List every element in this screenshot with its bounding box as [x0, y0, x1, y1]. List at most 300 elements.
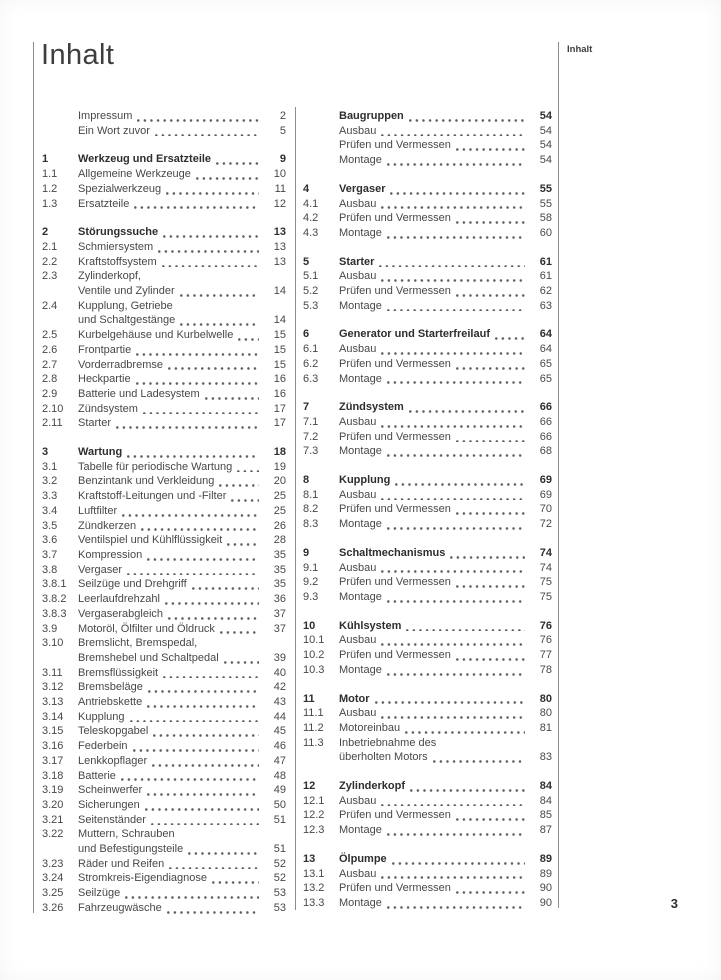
toc-entry-title — [339, 663, 528, 678]
toc-entry-title — [78, 387, 262, 402]
toc-entry-line — [339, 692, 528, 707]
toc-entry-text: Bremsbeläge — [78, 681, 143, 694]
dot-leader — [381, 570, 525, 573]
toc-entry-line — [78, 284, 262, 299]
toc-entry-line — [78, 240, 262, 255]
toc-entry-text: Allgemeine Werkzeuge — [78, 168, 191, 181]
dot-leader — [387, 600, 525, 603]
dot-leader — [231, 499, 259, 502]
toc-entry-title — [339, 197, 528, 212]
toc-entry-title — [78, 197, 262, 212]
toc-entry-title — [78, 489, 262, 504]
toc-entry-text: Prüfen und Vermessen — [339, 809, 451, 822]
toc-entry-page: 81 — [539, 721, 552, 734]
toc-entry-text: überholten Motors — [339, 751, 428, 764]
dot-leader — [381, 352, 525, 355]
toc-entry — [303, 357, 552, 372]
toc-entry — [303, 182, 552, 197]
toc-entry-title — [78, 901, 262, 916]
dot-leader — [410, 789, 525, 792]
toc-entry — [303, 648, 552, 663]
toc-entry-page: 72 — [539, 518, 552, 531]
toc-entry-text: Vergaser — [339, 182, 386, 195]
toc-entry-text: Generator und Starterfreilauf — [339, 328, 490, 341]
dot-leader — [381, 643, 525, 646]
toc-entry-number: 3.17 — [42, 754, 64, 767]
toc-entry-number: 3.23 — [42, 857, 64, 870]
toc-entry — [42, 857, 286, 872]
toc-entry-text: Spezialwerkzeug — [78, 182, 162, 195]
dot-leader — [147, 793, 259, 796]
toc-entry-title — [78, 695, 262, 710]
toc-entry-page: 19 — [273, 460, 286, 473]
toc-entry-line — [339, 575, 528, 590]
dot-leader — [145, 808, 259, 811]
toc-entry — [303, 255, 552, 270]
toc-entry-number: 2.10 — [42, 402, 64, 415]
toc-entry-text: Ausbau — [339, 634, 377, 647]
toc-column-right — [303, 109, 552, 911]
toc-entry-line — [339, 896, 528, 911]
toc-entry-page: 15 — [273, 358, 286, 371]
toc-entry — [42, 269, 286, 298]
toc-entry-text: Räder und Reifen — [78, 857, 165, 870]
toc-entry-text: Montage — [339, 372, 382, 385]
toc-entry-page: 16 — [273, 373, 286, 386]
toc-entry-line — [78, 901, 262, 916]
toc-group — [303, 852, 552, 911]
toc-entry-page: 11 — [274, 182, 286, 195]
toc-entry — [303, 881, 552, 896]
toc-group — [303, 546, 552, 605]
toc-entry — [42, 255, 286, 270]
toc-entry-page: 80 — [539, 707, 552, 720]
toc-entry-number: 3.14 — [42, 710, 64, 723]
toc-entry-page: 87 — [539, 824, 552, 837]
toc-entry — [303, 561, 552, 576]
toc-entry — [42, 754, 286, 769]
toc-entry-line — [339, 823, 528, 838]
toc-entry-text: Prüfen und Vermessen — [339, 285, 451, 298]
toc-entry-text: Störungssuche — [78, 226, 159, 239]
toc-entry-title — [339, 808, 528, 823]
toc-entry — [42, 695, 286, 710]
toc-entry-page: 49 — [273, 784, 286, 797]
toc-entry-line — [78, 798, 262, 813]
toc-entry-number: 4.1 — [303, 197, 319, 210]
toc-entry-text: Ersatzteile — [78, 197, 130, 210]
dot-leader — [237, 470, 259, 473]
toc-entry — [42, 474, 286, 489]
toc-entry-number: 6 — [303, 328, 310, 341]
toc-entry-line — [78, 871, 262, 886]
toc-entry-title — [78, 416, 262, 431]
page-number: 3 — [670, 896, 678, 911]
toc-entry-number: 3.4 — [42, 504, 58, 517]
toc-entry-line — [78, 225, 262, 240]
toc-entry — [303, 430, 552, 445]
toc-entry — [42, 240, 286, 255]
toc-entry-page: 53 — [273, 901, 286, 914]
toc-entry-number: 9.3 — [303, 590, 319, 603]
toc-entry-page: 13 — [273, 226, 286, 239]
toc-entry-page: 83 — [539, 751, 552, 764]
dot-leader — [387, 454, 525, 457]
toc-entry-number: 4 — [303, 182, 310, 195]
toc-entry-number: 6.2 — [303, 357, 319, 370]
toc-entry-title — [78, 607, 262, 622]
toc-entry-number: 11.3 — [303, 736, 324, 749]
toc-entry-page: 68 — [539, 445, 552, 458]
toc-entry-title — [78, 857, 262, 872]
toc-entry-title — [78, 504, 262, 519]
toc-entry-page: 74 — [539, 546, 552, 559]
toc-entry-line — [78, 474, 262, 489]
toc-entry-title — [78, 666, 262, 681]
toc-entry — [303, 153, 552, 168]
toc-entry-page: 61 — [539, 255, 552, 268]
toc-entry-page: 65 — [539, 372, 552, 385]
toc-entry-line — [78, 754, 262, 769]
toc-entry — [303, 546, 552, 561]
toc-entry-text: Zündsystem — [339, 401, 404, 414]
dot-leader — [163, 235, 259, 238]
toc-entry — [303, 211, 552, 226]
toc-entry-number: 1.1 — [42, 168, 58, 181]
toc-entry — [42, 167, 286, 182]
dot-leader — [155, 134, 259, 137]
toc-entry-title — [78, 255, 262, 270]
dot-leader — [162, 265, 259, 268]
toc-entry-line — [339, 211, 528, 226]
toc-entry — [303, 226, 552, 241]
toc-entry-number: 3.13 — [42, 696, 64, 709]
dot-leader — [148, 690, 259, 693]
toc-entry-page: 25 — [273, 504, 286, 517]
dot-leader — [387, 163, 525, 166]
toc-entry-page: 77 — [539, 649, 552, 662]
toc-entry-line — [78, 328, 262, 343]
toc-entry — [42, 886, 286, 901]
toc-entry — [303, 633, 552, 648]
toc-entry-number: 11.1 — [303, 707, 324, 720]
dot-leader — [127, 573, 259, 576]
toc-entry-line — [78, 666, 262, 681]
toc-entry-line — [339, 357, 528, 372]
toc-entry-title — [78, 124, 262, 139]
toc-entry-title — [78, 474, 262, 489]
toc-entry-line — [78, 299, 262, 314]
dot-leader — [381, 498, 525, 501]
dot-leader — [387, 833, 525, 836]
toc-entry — [42, 343, 286, 358]
toc-entry — [42, 124, 286, 139]
toc-entry-page: 74 — [539, 561, 552, 574]
toc-entry-text: Lenkkopflager — [78, 754, 148, 767]
toc-group — [42, 109, 286, 138]
toc-entry-line — [78, 124, 262, 139]
toc-entry-number: 3.12 — [42, 681, 64, 694]
toc-entry-title — [339, 473, 528, 488]
toc-entry-page: 35 — [273, 548, 286, 561]
toc-entry-text: Prüfen und Vermessen — [339, 649, 451, 662]
toc-entry — [42, 901, 286, 916]
toc-entry-page: 55 — [539, 182, 552, 195]
toc-entry-text: Montage — [339, 299, 382, 312]
toc-entry-text: Starter — [78, 417, 112, 430]
toc-entry-text: Ausbau — [339, 488, 377, 501]
toc-entry — [42, 225, 286, 240]
toc-entry-number: 5.3 — [303, 299, 319, 312]
toc-entry-page: 15 — [273, 343, 286, 356]
toc-entry-title — [78, 445, 262, 460]
toc-entry-title — [78, 680, 262, 695]
toc-entry-title — [78, 533, 262, 548]
toc-entry-page: 14 — [273, 314, 286, 327]
toc-entry-line — [339, 736, 528, 751]
toc-entry-text: Muttern, Schrauben — [78, 828, 175, 841]
toc-entry-number: 7.1 — [303, 415, 319, 428]
dot-leader — [387, 309, 525, 312]
toc-entry-text: Kupplung — [339, 474, 391, 487]
toc-entry-number: 1 — [42, 153, 49, 166]
toc-entry-title — [339, 226, 528, 241]
toc-entry-number: 6.1 — [303, 343, 319, 356]
toc-entry-number: 12 — [303, 780, 316, 793]
toc-entry-line — [339, 226, 528, 241]
toc-entry-line — [78, 255, 262, 270]
toc-entry-number: 2.2 — [42, 255, 58, 268]
toc-entry-line — [339, 430, 528, 445]
toc-entry-title — [78, 886, 262, 901]
toc-entry-line — [339, 284, 528, 299]
dot-leader — [167, 911, 259, 914]
toc-entry-text: Zündkerzen — [78, 519, 137, 532]
toc-entry-line — [339, 400, 528, 415]
toc-entry-text: Wartung — [78, 446, 123, 459]
toc-entry-text: Scheinwerfer — [78, 784, 143, 797]
toc-entry — [303, 473, 552, 488]
toc-entry-page: 50 — [273, 798, 286, 811]
toc-entry — [42, 592, 286, 607]
toc-entry-title — [339, 342, 528, 357]
toc-entry-text: Leerlaufdrehzahl — [78, 593, 160, 606]
toc-entry-number: 3.24 — [42, 872, 64, 885]
toc-entry-line — [78, 445, 262, 460]
toc-entry-line — [78, 886, 262, 901]
dot-leader — [169, 867, 259, 870]
toc-entry-line — [339, 153, 528, 168]
toc-entry-number: 7.3 — [303, 445, 319, 458]
toc-group — [303, 182, 552, 241]
toc-entry-line — [339, 633, 528, 648]
dot-leader — [141, 528, 259, 531]
toc-entry-number: 3.1 — [42, 460, 58, 473]
toc-entry-title — [339, 255, 528, 270]
toc-entry-title — [339, 502, 528, 517]
dot-leader — [381, 134, 525, 137]
dot-leader — [456, 585, 525, 588]
toc-entry-text: Kupplung, Getriebe — [78, 299, 173, 312]
toc-entry-number: 3.22 — [42, 828, 64, 841]
toc-entry-text: Bremshebel und Schaltpedal — [78, 651, 219, 664]
toc-entry — [42, 769, 286, 784]
toc-entry-text: Batterie und Ladesystem — [78, 387, 200, 400]
toc-entry-page: 54 — [539, 110, 552, 122]
toc-entry-number: 3.2 — [42, 475, 58, 488]
toc-entry-text: Kühlsystem — [339, 619, 402, 632]
toc-entry-line — [78, 533, 262, 548]
toc-entry-title — [339, 211, 528, 226]
toc-entry-number: 8.1 — [303, 488, 319, 501]
dot-leader — [433, 760, 525, 763]
toc-entry-text: Bremsflüssigkeit — [78, 666, 159, 679]
toc-entry-number: 12.1 — [303, 794, 325, 807]
toc-entry-page: 76 — [539, 634, 552, 647]
toc-entry-title — [78, 182, 262, 197]
toc-entry-line — [78, 489, 262, 504]
dot-leader — [392, 862, 525, 865]
toc-entry-line — [78, 607, 262, 622]
dot-leader — [188, 852, 259, 855]
toc-entry-text: Vergaser — [78, 563, 123, 576]
toc-entry-number: 3.9 — [42, 622, 58, 635]
toc-entry-line — [339, 663, 528, 678]
toc-entry-text: Heckpartie — [78, 373, 131, 386]
toc-entry-line — [78, 680, 262, 695]
toc-entry-page: 16 — [273, 387, 286, 400]
toc-entry-line — [78, 416, 262, 431]
toc-entry-number: 1.2 — [42, 182, 58, 195]
toc-entry-text: Seilzüge — [78, 887, 121, 900]
dot-leader — [456, 818, 525, 821]
toc-entry-text: Bremslicht, Bremspedal, — [78, 637, 198, 650]
toc-entry-text: Prüfen und Vermessen — [339, 212, 451, 225]
dot-leader — [125, 896, 259, 899]
toc-entry-title — [339, 415, 528, 430]
toc-entry-number: 2.3 — [42, 270, 58, 283]
toc-entry-title — [339, 546, 528, 561]
toc-entry-number: 3.8 — [42, 563, 58, 576]
dot-leader — [151, 823, 259, 826]
toc-entry-title — [78, 798, 262, 813]
toc-entry-title — [339, 153, 528, 168]
toc-entry-text: Stromkreis-Eigendiagnose — [78, 872, 208, 885]
toc-entry — [303, 896, 552, 911]
toc-entry-number: 10 — [303, 619, 316, 632]
toc-entry — [303, 721, 552, 736]
toc-entry-text: Kraftstoff-Leitungen und -Filter — [78, 490, 227, 503]
toc-entry — [303, 823, 552, 838]
toc-entry — [303, 138, 552, 153]
toc-entry-text: Teleskopgabel — [78, 725, 149, 738]
dot-leader — [409, 410, 525, 413]
toc-entry-page: 76 — [539, 619, 552, 632]
dot-leader — [456, 367, 525, 370]
toc-entry-number: 7.2 — [303, 430, 319, 443]
dot-leader — [134, 206, 259, 209]
dot-leader — [227, 543, 259, 546]
toc-column-left — [42, 109, 286, 916]
toc-entry-text: Ausbau — [339, 415, 377, 428]
toc-entry — [303, 517, 552, 532]
toc-entry-number: 3.8.2 — [42, 593, 67, 606]
toc-entry-page: 35 — [273, 563, 286, 576]
toc-entry-page: 84 — [539, 794, 552, 807]
dot-leader — [180, 294, 259, 297]
toc-entry-page: 35 — [273, 578, 286, 591]
toc-entry-title — [78, 710, 262, 725]
toc-entry-text: Ausbau — [339, 124, 377, 137]
toc-entry-text: Benzintank und Verkleidung — [78, 475, 215, 488]
toc-entry-number: 3.10 — [42, 637, 64, 650]
dot-leader — [395, 483, 525, 486]
toc-entry-text: Montage — [339, 663, 382, 676]
toc-entry-page: 36 — [273, 593, 286, 606]
toc-entry-title — [78, 299, 262, 328]
toc-entry-title — [339, 444, 528, 459]
toc-entry-text: Prüfen und Vermessen — [339, 503, 451, 516]
toc-entry-text: Zylinderkopf, — [78, 270, 141, 283]
dot-leader — [152, 764, 259, 767]
dot-leader — [166, 192, 259, 195]
dot-leader — [456, 512, 525, 515]
toc-entry-title — [78, 109, 262, 124]
toc-entry — [303, 808, 552, 823]
toc-entry-line — [339, 138, 528, 153]
toc-entry — [42, 197, 286, 212]
toc-entry-line — [78, 769, 262, 784]
dot-leader — [495, 337, 525, 340]
toc-entry-title — [339, 706, 528, 721]
toc-entry-text: Starter — [339, 255, 375, 268]
toc-entry-page: 13 — [273, 240, 286, 253]
toc-entry-text: Sicherungen — [78, 798, 140, 811]
toc-entry-text: Ausbau — [339, 197, 377, 210]
toc-entry-line — [78, 167, 262, 182]
toc-entry-title — [339, 561, 528, 576]
toc-entry-page: 53 — [273, 887, 286, 900]
toc-entry-line — [339, 473, 528, 488]
toc-entry — [303, 852, 552, 867]
toc-group — [303, 109, 552, 168]
toc-entry — [42, 710, 286, 725]
toc-entry-page: 54 — [539, 124, 552, 137]
toc-group — [303, 327, 552, 386]
toc-entry-title — [78, 167, 262, 182]
dot-leader — [375, 701, 525, 704]
toc-entry-title — [339, 284, 528, 299]
toc-entry-text: Motoreinbau — [339, 721, 401, 734]
toc-entry-page: 89 — [539, 867, 552, 880]
toc-entry-text: Montage — [339, 226, 382, 239]
toc-entry-page: 89 — [539, 852, 552, 865]
toc-entry-page: 15 — [273, 329, 286, 342]
toc-entry — [303, 284, 552, 299]
toc-entry — [42, 299, 286, 328]
toc-entry-text: Luftfilter — [78, 504, 118, 517]
toc-entry-page: 55 — [539, 197, 552, 210]
toc-entry-number: 3.19 — [42, 784, 64, 797]
toc-entry-number: 2.4 — [42, 299, 58, 312]
toc-entry-line — [339, 546, 528, 561]
dot-leader — [147, 558, 259, 561]
toc-entry-text: Vergaserabgleich — [78, 607, 164, 620]
toc-group — [303, 473, 552, 532]
toc-entry — [42, 563, 286, 578]
dot-leader — [205, 397, 259, 400]
toc-entry-number: 2 — [42, 226, 49, 239]
